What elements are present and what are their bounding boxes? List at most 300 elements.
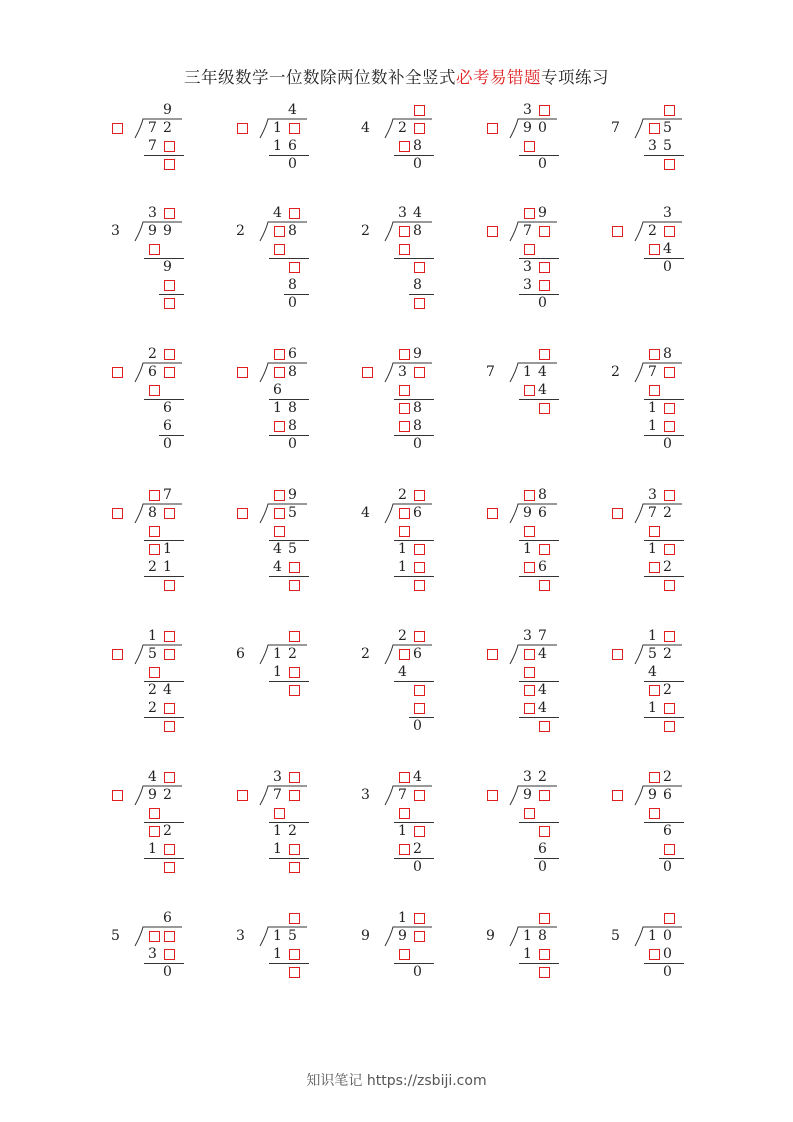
blank-box[interactable] <box>289 772 300 783</box>
blank-box[interactable] <box>289 949 300 960</box>
blank-box[interactable] <box>289 685 300 696</box>
step-digit: 4 <box>538 682 547 698</box>
divisor: 4 <box>361 505 370 521</box>
dividend-digit: 8 <box>288 223 297 239</box>
blank-box[interactable] <box>149 826 160 837</box>
blank-box[interactable] <box>524 244 535 255</box>
division-problem <box>358 629 448 749</box>
blank-box[interactable] <box>539 280 550 291</box>
blank-box[interactable] <box>399 772 410 783</box>
division-problem <box>108 770 198 890</box>
step-digit: 6 <box>163 400 172 416</box>
blank-box[interactable] <box>664 490 675 501</box>
step-digit: 0 <box>663 964 672 980</box>
blank-box[interactable] <box>524 208 535 219</box>
step-digit: 0 <box>538 859 547 875</box>
blank-box[interactable] <box>664 631 675 642</box>
blank-box[interactable] <box>664 159 675 170</box>
blank-box[interactable] <box>664 544 675 555</box>
step-digit: 4 <box>663 241 672 257</box>
blank-box[interactable] <box>524 562 535 573</box>
blank-box[interactable] <box>274 421 285 432</box>
quotient-digit: 3 <box>523 102 532 118</box>
blank-box[interactable] <box>664 421 675 432</box>
division-problem <box>358 770 448 890</box>
subtraction-line <box>644 155 684 156</box>
division-problem <box>483 206 573 326</box>
divisor: 9 <box>486 928 495 944</box>
quotient-digit: 7 <box>538 628 547 644</box>
step-digit: 4 <box>273 541 282 557</box>
blank-box[interactable] <box>164 141 175 152</box>
step-digit: 1 <box>398 559 407 575</box>
dividend-digit: 2 <box>163 787 172 803</box>
division-bracket <box>384 362 434 384</box>
blank-box[interactable] <box>274 490 285 501</box>
step-digit: 8 <box>413 400 422 416</box>
blank-box[interactable] <box>289 562 300 573</box>
dividend-digit: 9 <box>523 120 532 136</box>
step-digit: 0 <box>163 436 172 452</box>
blank-box[interactable] <box>289 967 300 978</box>
step-digit: 8 <box>288 418 297 434</box>
subtraction-line <box>159 294 184 295</box>
blank-box[interactable] <box>414 298 425 309</box>
blank-box[interactable] <box>487 790 498 801</box>
blank-box[interactable] <box>289 580 300 591</box>
dividend-digit: 9 <box>398 928 407 944</box>
blank-box[interactable] <box>664 580 675 591</box>
blank-box[interactable] <box>399 844 410 855</box>
title-highlight: 必考易错题 <box>456 68 541 87</box>
blank-box[interactable] <box>649 949 660 960</box>
blank-box[interactable] <box>539 721 550 732</box>
blank-box[interactable] <box>112 649 123 660</box>
division-problem <box>608 629 698 749</box>
blank-box[interactable] <box>524 385 535 396</box>
division-bracket <box>509 926 559 948</box>
blank-box[interactable] <box>399 349 410 360</box>
blank-box[interactable] <box>289 667 300 678</box>
subtraction-line <box>519 717 559 718</box>
step-digit: 8 <box>413 277 422 293</box>
division-bracket <box>384 785 434 807</box>
step-digit: 2 <box>148 682 157 698</box>
division-bracket <box>384 926 434 948</box>
blank-box[interactable] <box>164 298 175 309</box>
quotient-digit: 4 <box>413 769 422 785</box>
subtraction-line <box>269 963 309 964</box>
step-digit: 0 <box>413 859 422 875</box>
dividend-digit: 3 <box>398 364 407 380</box>
dividend-digit: 7 <box>648 364 657 380</box>
blank-box[interactable] <box>649 562 660 573</box>
blank-box[interactable] <box>649 244 660 255</box>
dividend-digit: 1 <box>523 364 532 380</box>
blank-box[interactable] <box>274 808 285 819</box>
dividend-digit: 2 <box>163 120 172 136</box>
blank-box[interactable] <box>112 367 123 378</box>
dividend-digit: 1 <box>273 928 282 944</box>
quotient-digit: 3 <box>398 205 407 221</box>
division-bracket <box>634 362 684 384</box>
divisor: 4 <box>361 120 370 136</box>
blank-box[interactable] <box>524 808 535 819</box>
blank-box[interactable] <box>539 349 550 360</box>
blank-box[interactable] <box>612 649 623 660</box>
subtraction-line <box>644 717 684 718</box>
step-digit: 3 <box>648 138 657 154</box>
blank-box[interactable] <box>274 526 285 537</box>
blank-box[interactable] <box>414 913 425 924</box>
blank-box[interactable] <box>487 508 498 519</box>
division-bracket <box>134 926 184 948</box>
blank-box[interactable] <box>414 703 425 714</box>
blank-box[interactable] <box>164 949 175 960</box>
division-problem <box>358 347 448 467</box>
blank-box[interactable] <box>164 862 175 873</box>
step-digit: 7 <box>148 138 157 154</box>
division-problem <box>358 488 448 608</box>
division-bracket <box>634 644 684 666</box>
dividend-digit: 2 <box>663 646 672 662</box>
step-digit: 8 <box>413 138 422 154</box>
step-digit: 1 <box>648 400 657 416</box>
subtraction-line <box>394 258 434 259</box>
division-problem <box>483 629 573 749</box>
step-digit: 0 <box>288 156 297 172</box>
footer-watermark: 知识笔记 https://zsbiji.com <box>306 1073 487 1089</box>
blank-box[interactable] <box>414 826 425 837</box>
blank-box[interactable] <box>414 562 425 573</box>
dividend-digit: 9 <box>163 223 172 239</box>
dividend-digit: 9 <box>523 787 532 803</box>
division-problem <box>608 103 698 223</box>
blank-box[interactable] <box>414 262 425 273</box>
quotient-digit: 3 <box>148 205 157 221</box>
subtraction-line <box>394 576 434 577</box>
step-digit: 8 <box>288 277 297 293</box>
blank-box[interactable] <box>664 403 675 414</box>
divisor: 7 <box>611 120 620 136</box>
blank-box[interactable] <box>487 649 498 660</box>
divisor: 2 <box>236 223 245 239</box>
blank-box[interactable] <box>149 808 160 819</box>
dividend-digit: 1 <box>273 120 282 136</box>
blank-box[interactable] <box>524 685 535 696</box>
division-problem <box>233 770 323 890</box>
quotient-digit: 1 <box>648 628 657 644</box>
quotient-digit: 1 <box>398 910 407 926</box>
blank-box[interactable] <box>164 772 175 783</box>
division-bracket <box>509 503 559 525</box>
blank-box[interactable] <box>487 123 498 134</box>
blank-box[interactable] <box>289 208 300 219</box>
blank-box[interactable] <box>649 772 660 783</box>
quotient-digit: 6 <box>288 346 297 362</box>
division-bracket <box>134 362 184 384</box>
division-bracket <box>134 221 184 243</box>
step-digit: 0 <box>663 946 672 962</box>
division-bracket <box>259 221 309 243</box>
blank-box[interactable] <box>237 508 248 519</box>
blank-box[interactable] <box>539 826 550 837</box>
divisor: 2 <box>611 364 620 380</box>
dividend-digit: 2 <box>648 223 657 239</box>
blank-box[interactable] <box>149 385 160 396</box>
quotient-digit: 9 <box>163 102 172 118</box>
blank-box[interactable] <box>414 631 425 642</box>
step-digit: 2 <box>663 559 672 575</box>
step-digit: 0 <box>663 859 672 875</box>
division-bracket <box>134 785 184 807</box>
dividend-digit: 6 <box>538 505 547 521</box>
subtraction-line <box>144 858 184 859</box>
blank-box[interactable] <box>414 490 425 501</box>
blank-box[interactable] <box>414 105 425 116</box>
blank-box[interactable] <box>524 490 535 501</box>
step-digit: 1 <box>148 841 157 857</box>
step-digit: 0 <box>663 259 672 275</box>
division-bracket <box>134 503 184 525</box>
division-bracket <box>259 926 309 948</box>
blank-box[interactable] <box>649 385 660 396</box>
divisor: 7 <box>486 364 495 380</box>
blank-box[interactable] <box>664 913 675 924</box>
dividend-digit: 5 <box>288 928 297 944</box>
blank-box[interactable] <box>399 403 410 414</box>
blank-box[interactable] <box>164 844 175 855</box>
blank-box[interactable] <box>539 262 550 273</box>
subtraction-line <box>519 576 559 577</box>
division-problem <box>358 206 448 326</box>
subtraction-line <box>144 155 184 156</box>
divisor: 2 <box>361 646 370 662</box>
dividend-digit: 8 <box>413 223 422 239</box>
dividend-digit: 7 <box>648 505 657 521</box>
blank-box[interactable] <box>539 913 550 924</box>
step-digit: 4 <box>398 664 407 680</box>
dividend-digit: 4 <box>538 364 547 380</box>
dividend-digit: 5 <box>148 646 157 662</box>
division-bracket <box>384 221 434 243</box>
title-prefix: 三年级数学一位数除两位数补全竖式 <box>184 68 456 87</box>
blank-box[interactable] <box>539 403 550 414</box>
blank-box[interactable] <box>649 526 660 537</box>
step-digit: 2 <box>413 841 422 857</box>
dividend-digit: 5 <box>288 505 297 521</box>
divisor: 2 <box>361 223 370 239</box>
division-bracket <box>634 785 684 807</box>
step-digit: 3 <box>148 946 157 962</box>
blank-box[interactable] <box>164 703 175 714</box>
subtraction-line <box>144 576 184 577</box>
dividend-digit: 1 <box>648 928 657 944</box>
division-problem <box>358 911 448 1031</box>
dividend-digit: 9 <box>148 787 157 803</box>
dividend-digit: 2 <box>288 646 297 662</box>
step-digit: 3 <box>523 277 532 293</box>
blank-box[interactable] <box>612 790 623 801</box>
blank-box[interactable] <box>664 703 675 714</box>
division-problem <box>108 347 198 467</box>
blank-box[interactable] <box>539 105 550 116</box>
dividend-digit: 4 <box>538 646 547 662</box>
step-digit: 1 <box>163 559 172 575</box>
dividend-digit: 7 <box>398 787 407 803</box>
step-digit: 0 <box>413 964 422 980</box>
quotient-digit: 9 <box>413 346 422 362</box>
step-digit: 2 <box>148 559 157 575</box>
blank-box[interactable] <box>112 790 123 801</box>
step-digit: 6 <box>663 823 672 839</box>
step-digit: 4 <box>538 700 547 716</box>
blank-box[interactable] <box>539 967 550 978</box>
subtraction-line <box>644 576 684 577</box>
step-digit: 4 <box>273 559 282 575</box>
blank-box[interactable] <box>399 244 410 255</box>
blank-box[interactable] <box>612 508 623 519</box>
blank-box[interactable] <box>539 949 550 960</box>
blank-box[interactable] <box>112 123 123 134</box>
division-bracket <box>384 644 434 666</box>
blank-box[interactable] <box>524 667 535 678</box>
step-digit: 6 <box>288 138 297 154</box>
division-problem <box>108 488 198 608</box>
blank-box[interactable] <box>164 159 175 170</box>
quotient-digit: 4 <box>413 205 422 221</box>
step-digit: 4 <box>163 682 172 698</box>
division-problem <box>608 911 698 1031</box>
step-digit: 1 <box>648 700 657 716</box>
blank-box[interactable] <box>399 421 410 432</box>
blank-box[interactable] <box>612 226 623 237</box>
blank-box[interactable] <box>664 721 675 732</box>
quotient-digit: 7 <box>163 487 172 503</box>
division-problem <box>233 206 323 326</box>
dividend-digit: 0 <box>538 120 547 136</box>
divisor: 5 <box>611 928 620 944</box>
blank-box[interactable] <box>399 141 410 152</box>
division-bracket <box>384 118 434 140</box>
blank-box[interactable] <box>649 808 660 819</box>
step-digit: 1 <box>273 946 282 962</box>
blank-box[interactable] <box>524 141 535 152</box>
blank-box[interactable] <box>149 544 160 555</box>
step-digit: 1 <box>273 823 282 839</box>
dividend-digit: 6 <box>413 646 422 662</box>
blank-box[interactable] <box>164 280 175 291</box>
division-problem <box>483 347 573 467</box>
subtraction-line <box>269 681 309 682</box>
step-digit: 1 <box>273 138 282 154</box>
division-bracket <box>259 503 309 525</box>
blank-box[interactable] <box>649 349 660 360</box>
blank-box[interactable] <box>649 685 660 696</box>
blank-box[interactable] <box>487 226 498 237</box>
blank-box[interactable] <box>414 544 425 555</box>
blank-box[interactable] <box>399 526 410 537</box>
step-digit: 1 <box>648 541 657 557</box>
blank-box[interactable] <box>164 631 175 642</box>
dividend-digit: 1 <box>523 928 532 944</box>
blank-box[interactable] <box>539 580 550 591</box>
step-digit: 0 <box>163 964 172 980</box>
blank-box[interactable] <box>664 844 675 855</box>
step-digit: 1 <box>648 418 657 434</box>
blank-box[interactable] <box>399 949 410 960</box>
division-bracket <box>509 785 559 807</box>
division-problem <box>233 347 323 467</box>
blank-box[interactable] <box>399 385 410 396</box>
blank-box[interactable] <box>362 367 373 378</box>
step-digit: 1 <box>273 841 282 857</box>
division-bracket <box>634 503 684 525</box>
division-bracket <box>509 118 559 140</box>
dividend-digit: 6 <box>148 364 157 380</box>
blank-box[interactable] <box>112 508 123 519</box>
divisor: 9 <box>361 928 370 944</box>
blank-box[interactable] <box>289 262 300 273</box>
step-digit: 0 <box>288 436 297 452</box>
division-problem <box>483 911 573 1031</box>
divisor: 3 <box>111 223 120 239</box>
blank-box[interactable] <box>289 913 300 924</box>
blank-box[interactable] <box>524 703 535 714</box>
blank-box[interactable] <box>164 721 175 732</box>
blank-box[interactable] <box>664 105 675 116</box>
divisor: 3 <box>236 928 245 944</box>
title-suffix: 专项练习 <box>541 68 609 87</box>
divisor: 5 <box>111 928 120 944</box>
blank-box[interactable] <box>289 862 300 873</box>
blank-box[interactable] <box>289 844 300 855</box>
step-digit: 2 <box>288 823 297 839</box>
blank-box[interactable] <box>399 808 410 819</box>
quotient-digit: 9 <box>538 205 547 221</box>
blank-box[interactable] <box>164 580 175 591</box>
blank-box[interactable] <box>539 544 550 555</box>
blank-box[interactable] <box>414 580 425 591</box>
blank-box[interactable] <box>237 123 248 134</box>
blank-box[interactable] <box>164 208 175 219</box>
blank-box[interactable] <box>289 631 300 642</box>
blank-box[interactable] <box>274 349 285 360</box>
division-bracket <box>134 644 184 666</box>
division-bracket <box>384 503 434 525</box>
division-problem <box>108 206 198 326</box>
division-problem <box>608 488 698 608</box>
division-problem <box>233 488 323 608</box>
blank-box[interactable] <box>237 367 248 378</box>
blank-box[interactable] <box>149 244 160 255</box>
step-digit: 6 <box>273 382 282 398</box>
blank-box[interactable] <box>164 349 175 360</box>
blank-box[interactable] <box>149 490 160 501</box>
blank-box[interactable] <box>149 526 160 537</box>
blank-box[interactable] <box>414 685 425 696</box>
blank-box[interactable] <box>237 790 248 801</box>
step-digit: 0 <box>288 295 297 311</box>
quotient-digit: 3 <box>273 769 282 785</box>
dividend-digit: 7 <box>273 787 282 803</box>
step-digit: 2 <box>163 823 172 839</box>
blank-box[interactable] <box>274 244 285 255</box>
blank-box[interactable] <box>149 667 160 678</box>
blank-box[interactable] <box>524 526 535 537</box>
quotient-digit: 6 <box>163 910 172 926</box>
dividend-digit: 1 <box>273 646 282 662</box>
